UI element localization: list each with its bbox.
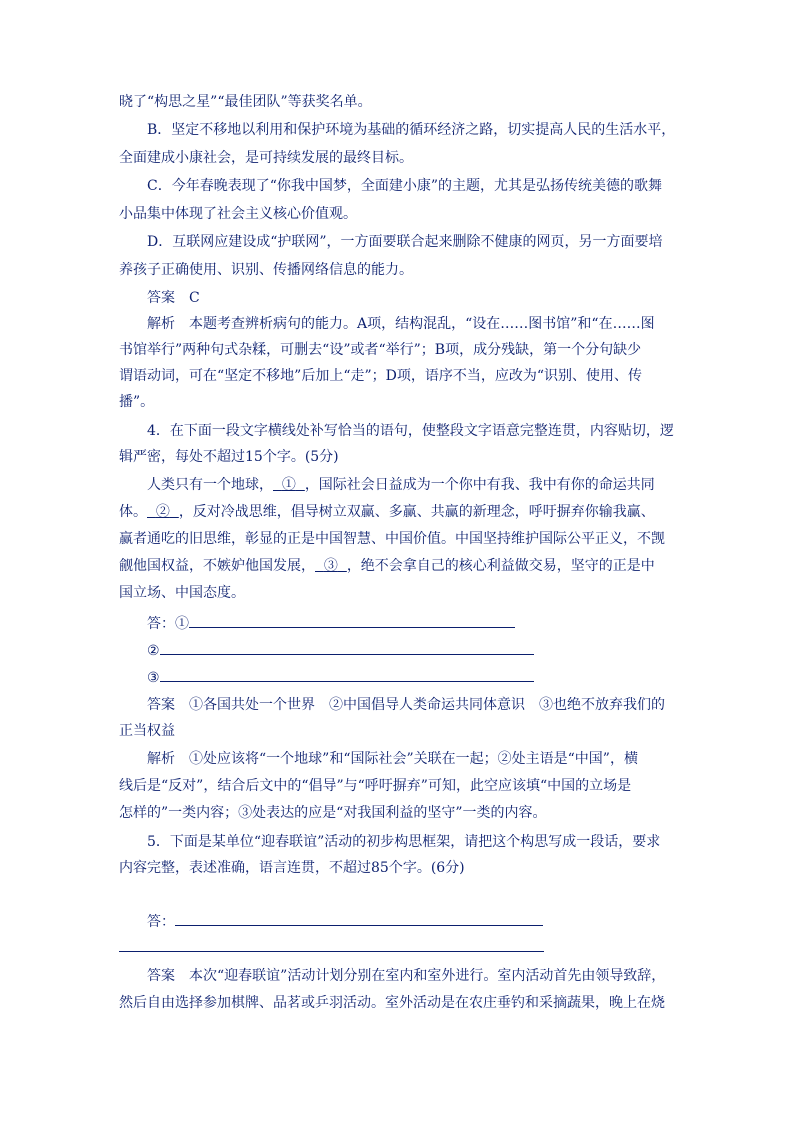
answer-blank-1[interactable]: 答：① (147, 613, 515, 633)
blank-3-marker: ③ (323, 558, 338, 574)
text-line: 然后自由选择参加棋牌、品茗或乒羽活动。室外活动是在农庄垂钓和采摘蔬果，晚上在烧 (119, 995, 665, 1011)
answer-line: 答案 本次“迎春联谊”活动计划分别在室内和室外进行。室内活动首先由领导致辞， (147, 968, 666, 984)
text-line: 辑严密，每处不超过15个字。(5分) (119, 449, 339, 465)
passage-line: 赢者通吃的旧思维，彰显的正是中国智慧、中国价值。中国坚持维护国际公平正义，不觊 (119, 531, 665, 547)
analysis-line: 解析 ①处应该将“一个地球”和“国际社会”关联在一起；②处主语是“中国”，横 (147, 751, 638, 767)
passage-text: 觎他国权益，不嫉妒他国发展， (119, 558, 315, 574)
passage-text: 人类只有一个地球， (147, 477, 273, 493)
passage-line: 国立场、中国态度。 (119, 585, 245, 601)
passage-text: ，国际社会日益成为一个你中有我、我中有你的命运共同 (304, 477, 655, 493)
text-line: 书馆举行”两种句式杂糅，可删去“设”或者“举行”；B项，成分残缺，第一个分句缺少 (119, 342, 642, 358)
answer-line: 答案 C (147, 290, 200, 306)
blank-2-marker: ② (155, 504, 170, 520)
blank-1-marker: ① (281, 477, 296, 493)
option-c-line: C．今年春晚表现了“你我中国梦，全面建小康”的主题，尤其是弘扬传统美德的歌舞 (147, 178, 663, 194)
answer-blank-3[interactable]: ③ (147, 667, 534, 687)
passage-line (119, 502, 655, 522)
passage-line (119, 556, 655, 576)
text-line: 正当权益 (119, 723, 175, 739)
question-4-line: 4．在下面一段文字横线处补写恰当的语句，使整段文字语意完整连贯，内容贴切，逻 (147, 423, 674, 439)
passage-text: 体。 (119, 504, 147, 520)
text-line: 谓语动词，可在“坚定不移地”后加上“走”；D项，语序不当，应改为“识别、使用、传 (119, 368, 643, 384)
option-d-line: D．互联网应建设成“护联网”，一方面要联合起来删除不健康的网页，另一方面要培 (147, 234, 663, 250)
text-line: 内容完整，表述准确，语言连贯，不超过85个字。(6分) (119, 860, 465, 876)
passage-text: ，反对冷战思维，倡导树立双赢、多赢、共赢的新理念，呼吁摒弃你输我赢、 (178, 504, 655, 520)
text-line: 晓了“构思之星”“最佳团队”等获奖名单。 (119, 94, 372, 110)
answer-line: 答案 ①各国共处一个世界 ②中国倡导人类命运共同体意识 ③也绝不放弃我们的 (147, 697, 665, 713)
text-line: 小品集中体现了社会主义核心价值观。 (119, 206, 357, 222)
question-5-line: 5．下面是某单位“迎春联谊”活动的初步构思框架，请把这个构思写成一段话，要求 (147, 834, 661, 850)
passage-text: ，绝不会拿自己的核心利益做交易，坚守的正是中 (346, 558, 655, 574)
text-line: 养孩子正确使用、识别、传播网络信息的能力。 (119, 262, 413, 278)
analysis-line: 解析 本题考查辨析病句的能力。A项，结构混乱，“设在……图书馆”和“在……图 (147, 316, 655, 332)
text-line: 播”。 (119, 394, 155, 410)
text-line: 线后是“反对”，结合后文中的“倡导”与“呼吁摒弃”可知，此空应该填“中国的立场是 (119, 778, 632, 794)
option-b-line: B．坚定不移地以利用和保护环境为基础的循环经济之路，切实提高人民的生活水平， (147, 122, 676, 138)
passage-line (147, 475, 655, 495)
answer-blank-5[interactable]: 答： (147, 911, 543, 931)
text-line: 怎样的”一类内容；③处表达的应是“对我国利益的坚守”一类的内容。 (119, 805, 547, 821)
answer-blank-5-cont[interactable] (119, 937, 544, 957)
text-line: 全面建成小康社会，是可持续发展的最终目标。 (119, 150, 413, 166)
answer-blank-2[interactable]: ② (147, 640, 534, 660)
